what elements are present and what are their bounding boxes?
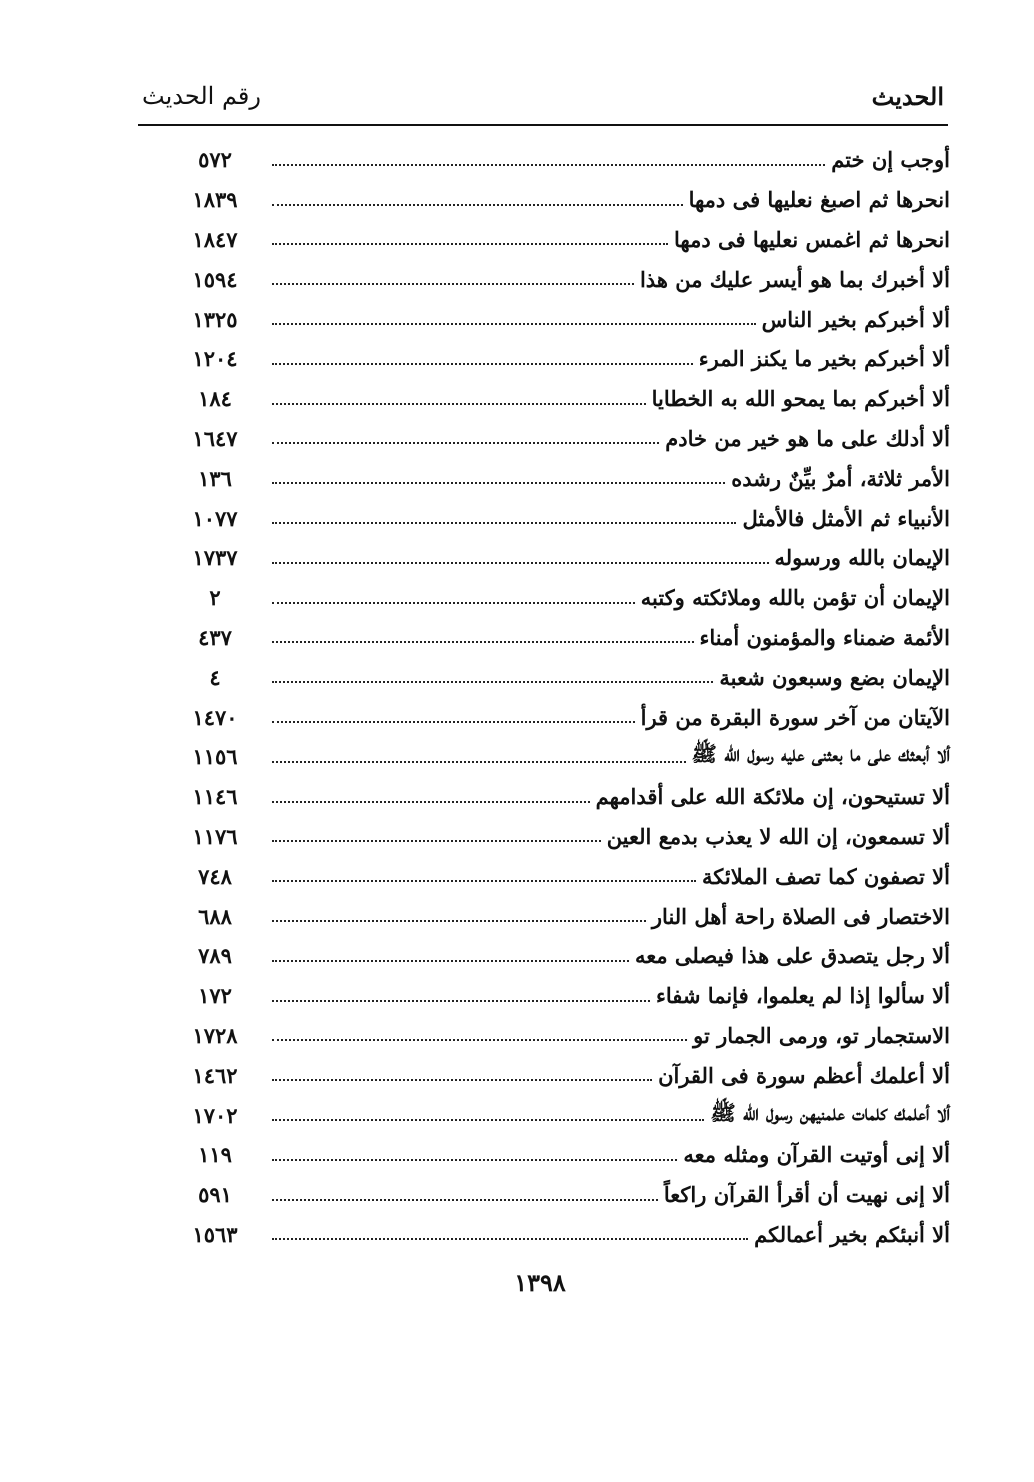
hadith-text: ألا إنى نهيت أن أقرأ القرآن راكعاً — [663, 1182, 950, 1208]
index-entry — [180, 1135, 950, 1175]
hadith-index-list — [180, 140, 950, 1254]
dot-leader — [272, 1000, 650, 1002]
hadith-number: ٦٨٨ — [198, 903, 232, 929]
hadith-number: ١١٩ — [198, 1142, 232, 1168]
index-entry — [180, 180, 950, 220]
hadith-number: ٧٨٩ — [198, 943, 232, 969]
dot-leader — [272, 761, 686, 763]
hadith-text: ألا أخبركم بخير ما يكنز المرء — [698, 346, 950, 372]
hadith-number: ١٣٦ — [198, 465, 232, 491]
hadith-text: الإيمان أن تؤمن بالله وملائكته وكتبه — [640, 585, 950, 611]
dot-leader — [272, 204, 683, 206]
hadith-number: ١١٧٦ — [192, 823, 238, 849]
index-entry — [180, 299, 950, 339]
index-entry — [180, 1016, 950, 1056]
dot-leader — [272, 1039, 687, 1041]
hadith-number: ٤ — [209, 664, 221, 690]
hadith-text: الإيمان بالله ورسوله — [774, 545, 950, 571]
index-entry — [180, 936, 950, 976]
dot-leader — [272, 721, 635, 723]
hadith-text: الإيمان بضع وسبعون شعبة — [719, 664, 950, 690]
dot-leader — [272, 880, 696, 882]
index-entry — [180, 817, 950, 857]
hadith-text: ألا أخبرك بما هو أيسر عليك من هذا — [639, 266, 950, 292]
page-number: ١٣٩٨ — [514, 1268, 566, 1297]
hadith-number: ١٤٦٢ — [192, 1062, 238, 1088]
index-entry — [180, 578, 950, 618]
hadith-number: ١٧٣٧ — [192, 545, 238, 571]
dot-leader — [272, 602, 635, 604]
index-entry — [180, 339, 950, 379]
hadith-number: ١٨٤٧ — [192, 226, 238, 252]
hadith-text: ألا أنبئكم بخير أعمالكم — [754, 1221, 950, 1247]
index-entry — [180, 259, 950, 299]
index-entry — [180, 657, 950, 697]
index-entry — [180, 1175, 950, 1215]
index-entry — [180, 538, 950, 578]
hadith-number: ١١٥٦ — [192, 744, 238, 770]
dot-leader — [272, 1119, 704, 1121]
hadith-text: الأمر ثلاثة، أمرٌ بيِّنٌ رشده — [731, 465, 950, 491]
index-entry — [180, 777, 950, 817]
dot-leader — [272, 283, 634, 285]
hadith-number: ١٠٧٧ — [192, 505, 238, 531]
index-entry — [180, 737, 950, 777]
index-entry — [180, 379, 950, 419]
hadith-number: ٥٧٢ — [198, 147, 232, 173]
hadith-number: ١٢٠٤ — [192, 346, 238, 372]
hadith-text: انحرها ثم اصبغ نعليها فى دمها — [688, 187, 950, 213]
hadith-text: الأنبياء ثم الأمثل فالأمثل — [742, 505, 950, 531]
dot-leader — [272, 1199, 658, 1201]
index-entry — [180, 856, 950, 896]
index-entry — [180, 618, 950, 658]
index-entry — [180, 419, 950, 459]
hadith-text: ألا أعلمك كلمات علمنيهن رسول الله ﷺ — [710, 1099, 950, 1125]
dot-leader — [272, 641, 694, 643]
hadith-text: ألا رجل يتصدق على هذا فيصلى معه — [634, 943, 950, 969]
dot-leader — [272, 363, 693, 365]
hadith-number: ١٧٢ — [198, 983, 232, 1009]
index-entry — [180, 458, 950, 498]
dot-leader — [272, 323, 756, 325]
hadith-text: ألا أخبركم بما يمحو الله به الخطايا — [651, 386, 950, 412]
index-entry — [180, 140, 950, 180]
dot-leader — [272, 442, 659, 444]
hadith-number: ١٧٢٨ — [192, 1022, 238, 1048]
hadith-number: ١٥٩٤ — [192, 266, 238, 292]
index-entry — [180, 1055, 950, 1095]
dot-leader — [272, 482, 725, 484]
header-rule — [138, 124, 948, 126]
dot-leader — [272, 403, 646, 405]
hadith-number: ١٤٧٠ — [192, 704, 238, 730]
hadith-column-heading: الحديث — [871, 82, 944, 111]
dot-leader — [272, 562, 769, 564]
dot-leader — [272, 522, 736, 524]
hadith-number: ١٥٦٣ — [192, 1221, 238, 1247]
page-header — [138, 82, 950, 118]
index-entry — [180, 976, 950, 1016]
hadith-text: ألا تستيحون، إن ملائكة الله على أقدامهم — [595, 784, 950, 810]
dot-leader — [272, 960, 629, 962]
dot-leader — [272, 1159, 677, 1161]
hadith-text: ألا إنى أوتيت القرآن ومثله معه — [683, 1142, 950, 1168]
hadith-number: ١٨٤ — [198, 386, 232, 412]
hadith-text: الاختصار فى الصلاة راحة أهل النار — [651, 903, 950, 929]
hadith-number: ١٣٢٥ — [192, 306, 238, 332]
dot-leader — [272, 243, 668, 245]
hadith-text: ألا تسمعون، إن الله لا يعذب بدمع العين — [606, 823, 950, 849]
dot-leader — [272, 1238, 748, 1240]
hadith-number: ١٨٣٩ — [192, 187, 238, 213]
index-entry — [180, 1095, 950, 1135]
hadith-text: انحرها ثم اغمس نعليها فى دمها — [674, 226, 950, 252]
hadith-number: ١٧٠٢ — [192, 1102, 238, 1128]
index-entry — [180, 498, 950, 538]
hadith-number-column-heading: رقم الحديث — [142, 82, 261, 110]
hadith-text: أوجب إن ختم — [831, 147, 950, 173]
dot-leader — [272, 920, 646, 922]
hadith-number: ٤٣٧ — [198, 624, 232, 650]
hadith-number: ٥٩١ — [198, 1182, 232, 1208]
dot-leader — [272, 1079, 652, 1081]
dot-leader — [272, 801, 590, 803]
hadith-text: الاستجمار تو، ورمى الجمار تو — [693, 1022, 950, 1048]
index-entry — [180, 697, 950, 737]
index-entry — [180, 220, 950, 260]
dot-leader — [272, 164, 825, 166]
hadith-number: ٧٤٨ — [198, 863, 232, 889]
dot-leader — [272, 840, 601, 842]
dot-leader — [272, 681, 713, 683]
index-entry — [180, 1215, 950, 1255]
hadith-number: ٢ — [209, 585, 221, 611]
hadith-text: ألا سألوا إذا لم يعلموا، فإنما شفاء — [656, 983, 950, 1009]
hadith-text: ألا تصفون كما تصف الملائكة — [702, 863, 950, 889]
hadith-text: ألا أبعثك على ما بعثنى عليه رسول الله ﷺ — [691, 741, 950, 767]
hadith-text: الآيتان من آخر سورة البقرة من قرأ — [640, 704, 950, 730]
hadith-text: الأئمة ضمناء والمؤمنون أمناء — [699, 624, 950, 650]
hadith-number: ١٦٤٧ — [192, 425, 238, 451]
hadith-text: ألا أعلمك أعظم سورة فى القرآن — [658, 1062, 950, 1088]
hadith-number: ١١٤٦ — [192, 784, 238, 810]
hadith-text: ألا أخبركم بخير الناس — [761, 306, 950, 332]
index-entry — [180, 896, 950, 936]
hadith-text: ألا أدلك على ما هو خير من خادم — [665, 425, 950, 451]
